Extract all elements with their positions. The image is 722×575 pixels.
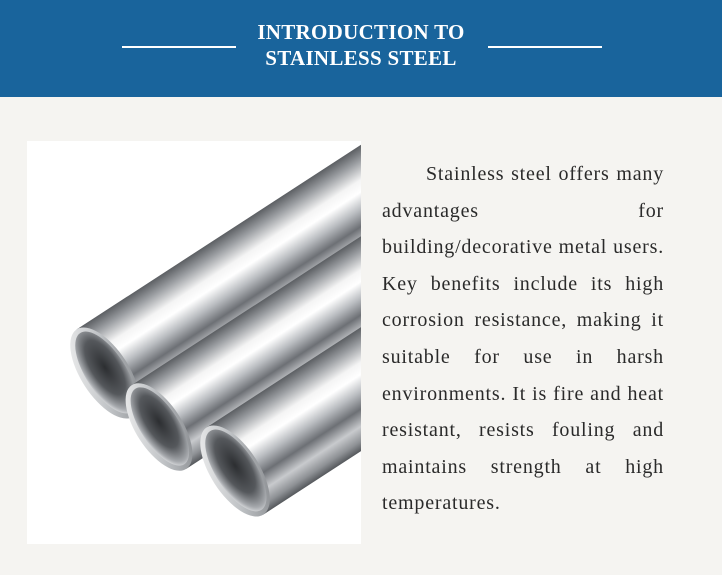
intro-paragraph: Stainless steel offers many advantages for building/decorative metal users. Key benefits include its high corrosion resistance, making it suitable for use in harsh environments. It is fire and heat resistant, resists fouling and maintains strength at high temperatures.: [382, 163, 664, 515]
page-title: [0, 19, 722, 71]
page-title-line2: STAINLESS STEEL: [265, 46, 457, 70]
page-title-line1: INTRODUCTION TO: [257, 20, 465, 44]
stainless-steel-tubes-image: [27, 141, 361, 544]
header-banner: [0, 0, 722, 97]
intro-paragraph-block: [382, 156, 664, 522]
header-rule-right: [488, 46, 602, 48]
